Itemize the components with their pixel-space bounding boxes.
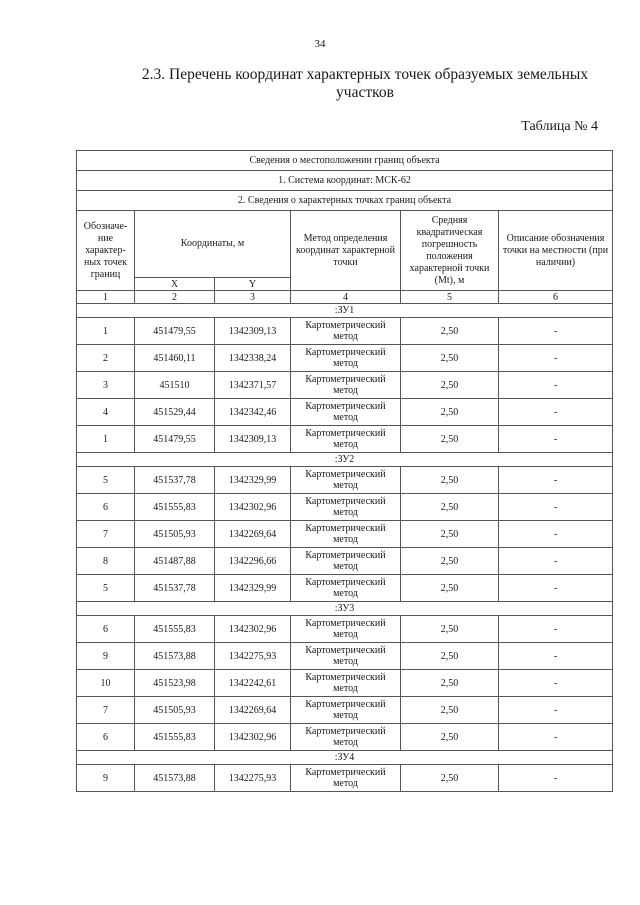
coord-x: 451537,78 (135, 467, 215, 494)
group-name: :ЗУ2 (77, 453, 613, 467)
description-cell: - (499, 616, 613, 643)
header-x: X (135, 278, 215, 291)
method-cell: Картометрический метод (291, 643, 401, 670)
accuracy-cell: 2,50 (401, 318, 499, 345)
method-cell: Картометрический метод (291, 426, 401, 453)
method-cell: Картометрический метод (291, 399, 401, 426)
method-cell: Картометрический метод (291, 548, 401, 575)
description-cell: - (499, 670, 613, 697)
coord-x: 451479,55 (135, 318, 215, 345)
point-number: 7 (77, 697, 135, 724)
coord-y: 1342269,64 (215, 697, 291, 724)
method-cell: Картометрический метод (291, 345, 401, 372)
table-row (77, 616, 613, 643)
table-row (77, 643, 613, 670)
point-number: 2 (77, 345, 135, 372)
point-number: 4 (77, 399, 135, 426)
coord-x: 451537,78 (135, 575, 215, 602)
point-number: 6 (77, 494, 135, 521)
accuracy-cell: 2,50 (401, 670, 499, 697)
accuracy-cell: 2,50 (401, 643, 499, 670)
description-cell: - (499, 372, 613, 399)
coord-y: 1342275,93 (215, 765, 291, 792)
group-row (77, 751, 613, 765)
point-number: 9 (77, 643, 135, 670)
coord-y: 1342302,96 (215, 724, 291, 751)
column-number: 1 (77, 291, 135, 304)
point-number: 6 (77, 616, 135, 643)
coord-y: 1342302,96 (215, 494, 291, 521)
description-cell: - (499, 494, 613, 521)
table-row (77, 575, 613, 602)
coord-y: 1342338,24 (215, 345, 291, 372)
coord-x: 451523,98 (135, 670, 215, 697)
description-cell: - (499, 548, 613, 575)
accuracy-cell: 2,50 (401, 697, 499, 724)
table-row (77, 521, 613, 548)
accuracy-cell: 2,50 (401, 372, 499, 399)
coord-x: 451510 (135, 372, 215, 399)
group-name: :ЗУ4 (77, 751, 613, 765)
column-number: 4 (291, 291, 401, 304)
coord-y: 1342302,96 (215, 616, 291, 643)
point-number: 6 (77, 724, 135, 751)
table-row (77, 765, 613, 792)
coord-x: 451573,88 (135, 643, 215, 670)
group-name: :ЗУ3 (77, 602, 613, 616)
description-cell: - (499, 521, 613, 548)
coord-x: 451479,55 (135, 426, 215, 453)
coord-x: 451555,83 (135, 724, 215, 751)
column-number: 3 (215, 291, 291, 304)
table-row (77, 426, 613, 453)
point-number: 1 (77, 318, 135, 345)
point-number: 3 (77, 372, 135, 399)
coord-y: 1342242,61 (215, 670, 291, 697)
column-number: 5 (401, 291, 499, 304)
table-row (77, 548, 613, 575)
method-cell: Картометрический метод (291, 765, 401, 792)
coord-y: 1342371,57 (215, 372, 291, 399)
coord-x: 451555,83 (135, 494, 215, 521)
coord-y: 1342342,46 (215, 399, 291, 426)
group-row (77, 304, 613, 318)
accuracy-cell: 2,50 (401, 548, 499, 575)
group-row (77, 453, 613, 467)
table-label: Таблица № 4 (521, 119, 598, 134)
point-number: 1 (77, 426, 135, 453)
coord-x: 451573,88 (135, 765, 215, 792)
column-number: 2 (135, 291, 215, 304)
point-number: 8 (77, 548, 135, 575)
method-cell: Картометрический метод (291, 372, 401, 399)
description-cell: - (499, 426, 613, 453)
accuracy-cell: 2,50 (401, 575, 499, 602)
points-info: 2. Сведения о характерных точках границ объекта (77, 191, 613, 211)
coord-x: 451505,93 (135, 521, 215, 548)
table-title: Сведения о местоположении границ объекта (77, 151, 613, 171)
table-row (77, 318, 613, 345)
method-cell: Картометрический метод (291, 318, 401, 345)
description-cell: - (499, 399, 613, 426)
method-cell: Картометрический метод (291, 616, 401, 643)
coord-y: 1342296,66 (215, 548, 291, 575)
group-row (77, 602, 613, 616)
coord-x: 451487,88 (135, 548, 215, 575)
description-cell: - (499, 575, 613, 602)
coordinates-table (76, 150, 613, 792)
method-cell: Картометрический метод (291, 670, 401, 697)
point-number: 9 (77, 765, 135, 792)
coord-y: 1342329,99 (215, 575, 291, 602)
accuracy-cell: 2,50 (401, 426, 499, 453)
section-heading: 2.3. Перечень координат характерных точек образуемых земельных участков (141, 66, 589, 101)
coord-x: 451505,93 (135, 697, 215, 724)
accuracy-cell: 2,50 (401, 521, 499, 548)
method-cell: Картометрический метод (291, 521, 401, 548)
method-cell: Картометрический метод (291, 697, 401, 724)
method-cell: Картометрический метод (291, 575, 401, 602)
point-number: 7 (77, 521, 135, 548)
method-cell: Картометрический метод (291, 467, 401, 494)
coord-y: 1342275,93 (215, 643, 291, 670)
table-row (77, 372, 613, 399)
description-cell: - (499, 318, 613, 345)
coord-y: 1342309,13 (215, 426, 291, 453)
description-cell: - (499, 765, 613, 792)
accuracy-cell: 2,50 (401, 467, 499, 494)
point-number: 5 (77, 575, 135, 602)
table-row (77, 724, 613, 751)
coord-y: 1342269,64 (215, 521, 291, 548)
header-description: Описание обозначения точки на местности (при наличии) (499, 211, 613, 291)
header-y: Y (215, 278, 291, 291)
page-number: 34 (314, 38, 326, 50)
description-cell: - (499, 643, 613, 670)
column-numbers-row (77, 291, 613, 304)
accuracy-cell: 2,50 (401, 724, 499, 751)
point-number: 5 (77, 467, 135, 494)
point-number: 10 (77, 670, 135, 697)
group-name: :ЗУ1 (77, 304, 613, 318)
method-cell: Картометрический метод (291, 494, 401, 521)
header-accuracy: Средняя квадратическая погрешность положения характерной точки (Mt), м (401, 211, 499, 291)
description-cell: - (499, 697, 613, 724)
coord-x: 451529,44 (135, 399, 215, 426)
description-cell: - (499, 345, 613, 372)
method-cell: Картометрический метод (291, 724, 401, 751)
column-number: 6 (499, 291, 613, 304)
accuracy-cell: 2,50 (401, 399, 499, 426)
accuracy-cell: 2,50 (401, 765, 499, 792)
table-row (77, 697, 613, 724)
table-row (77, 399, 613, 426)
coord-y: 1342329,99 (215, 467, 291, 494)
accuracy-cell: 2,50 (401, 616, 499, 643)
coord-x: 451555,83 (135, 616, 215, 643)
table-row (77, 494, 613, 521)
coord-x: 451460,11 (135, 345, 215, 372)
accuracy-cell: 2,50 (401, 345, 499, 372)
header-coordinates: Координаты, м (135, 211, 291, 278)
coord-y: 1342309,13 (215, 318, 291, 345)
coordinate-system: 1. Система координат: МСК-62 (77, 171, 613, 191)
accuracy-cell: 2,50 (401, 494, 499, 521)
table-row (77, 467, 613, 494)
header-method: Метод определения координат характерной точки (291, 211, 401, 291)
header-designation: Обозначе-ние характер-ных точек границ (77, 211, 135, 291)
description-cell: - (499, 467, 613, 494)
table-row (77, 670, 613, 697)
description-cell: - (499, 724, 613, 751)
table-row (77, 345, 613, 372)
